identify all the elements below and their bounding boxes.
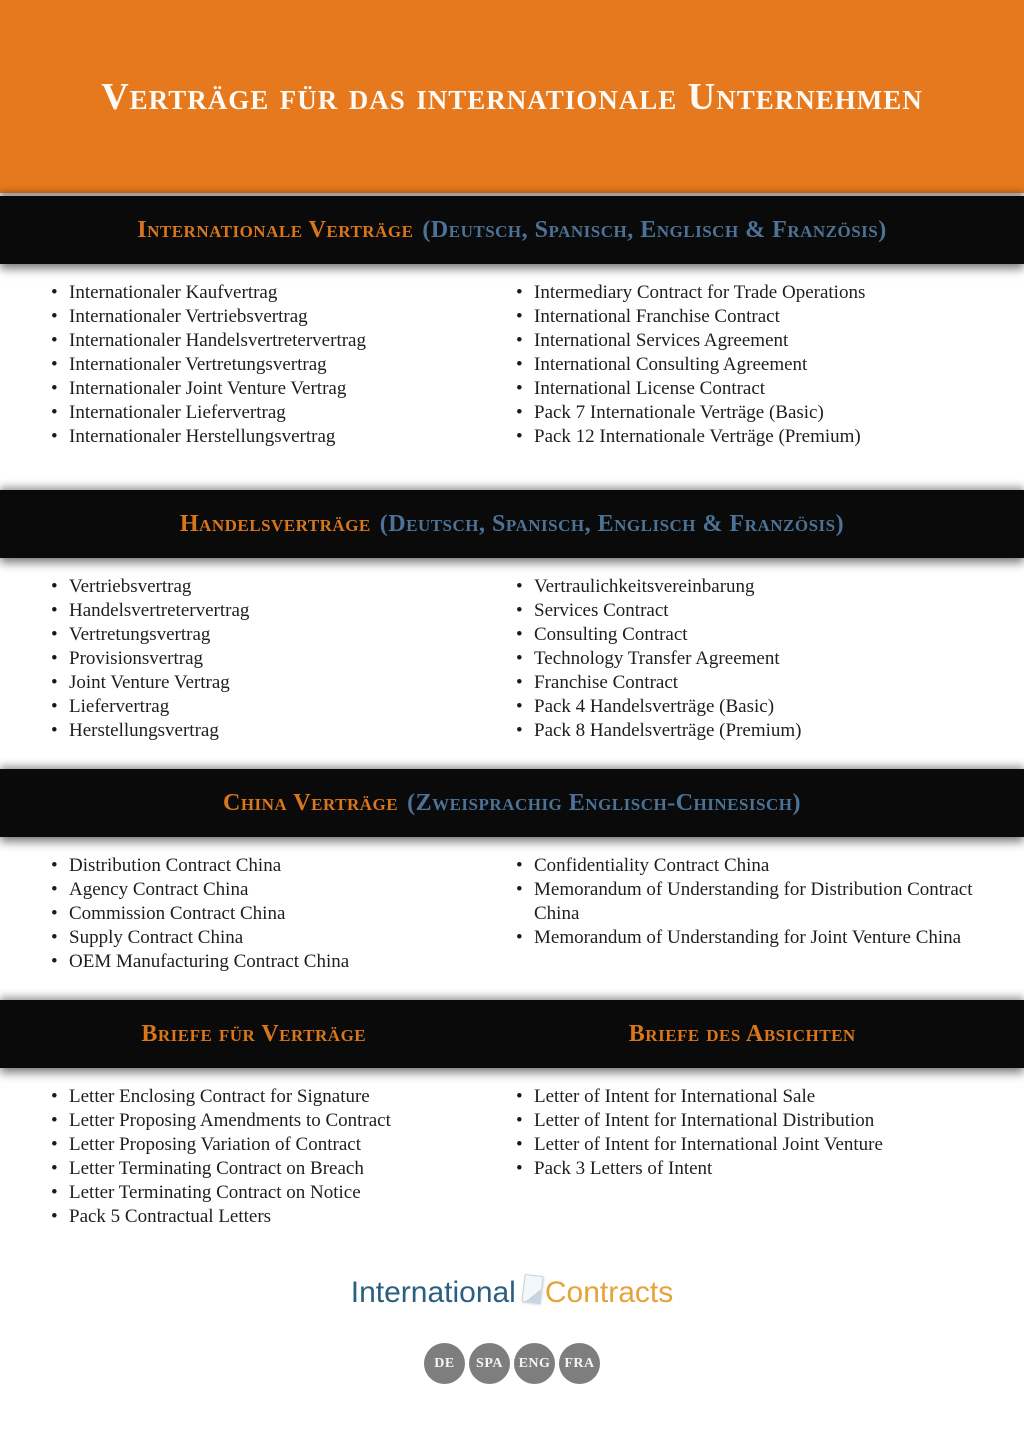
list-item: • Letter Terminating Contract on Breach: [50, 1157, 515, 1181]
list-item: • OEM Manufacturing Contract China: [50, 950, 515, 974]
list-item: • Pack 8 Handelsverträge (Premium): [515, 719, 996, 743]
list-item: • Vertretungsvertrag: [50, 623, 515, 647]
list-item: • Internationaler Vertriebsvertrag: [50, 305, 515, 329]
contract-list-columns: [0, 264, 1024, 449]
list-item: • Vertriebsvertrag: [50, 575, 515, 599]
contract-list-right: [515, 281, 996, 449]
section-handelsvertraege: [0, 490, 1024, 743]
list-item: • Letter of Intent for International Distribution: [515, 1109, 996, 1133]
contract-list-left: [50, 1085, 515, 1229]
list-item: • Intermediary Contract for Trade Operations: [515, 281, 996, 305]
list-item: • Services Contract: [515, 599, 996, 623]
list-item: • Pack 3 Letters of Intent: [515, 1157, 996, 1181]
heading-briefe-des-absichten: [489, 1021, 997, 1048]
list-item: • Pack 5 Contractual Letters: [50, 1205, 515, 1229]
section-heading-banner-double: [0, 1000, 1024, 1068]
section-heading: Briefe für Verträge: [141, 1020, 367, 1047]
header-banner: [0, 0, 1024, 193]
list-item: • Letter of Intent for International Sale: [515, 1085, 996, 1109]
section-heading: Internationale Verträge: [137, 216, 414, 243]
section-heading: China Verträge: [222, 789, 399, 816]
contract-list-left: [50, 575, 515, 743]
language-badge-eng[interactable]: ENG: [514, 1343, 555, 1384]
brand-word-international: International: [350, 1276, 516, 1309]
brand-word-contracts: Contracts: [544, 1276, 674, 1309]
list-item: • Confidentiality Contract China: [515, 854, 996, 878]
list-item: • International Services Agreement: [515, 329, 996, 353]
list-item: • Memorandum of Understanding for Joint Venture China: [515, 926, 996, 950]
list-item: • Supply Contract China: [50, 926, 515, 950]
contract-list-columns: [0, 837, 1024, 974]
section-heading: Briefe des Absichten: [628, 1020, 856, 1047]
section-china-vertraege: [0, 769, 1024, 974]
list-item: • Letter Proposing Amendments to Contract: [50, 1109, 515, 1133]
list-item: • Letter Terminating Contract on Notice: [50, 1181, 515, 1205]
heading-briefe-fuer-vertraege: [0, 1021, 508, 1048]
list-item: • Internationaler Vertretungsvertrag: [50, 353, 515, 377]
list-item: • Herstellungsvertrag: [50, 719, 515, 743]
list-item: • Internationaler Handelsvertretervertrag: [50, 329, 515, 353]
contract-list-left: [50, 281, 515, 449]
contract-list-left: [50, 854, 515, 974]
section-briefe: [0, 1000, 1024, 1229]
list-item: • Letter of Intent for International Joint Venture: [515, 1133, 996, 1157]
list-item: • Internationaler Joint Venture Vertrag: [50, 377, 515, 401]
list-item: • Letter Proposing Variation of Contract: [50, 1133, 515, 1157]
list-item: • Technology Transfer Agreement: [515, 647, 996, 671]
list-item: • Liefervertrag: [50, 695, 515, 719]
contract-list-right: [515, 854, 996, 974]
list-item: • Joint Venture Vertrag: [50, 671, 515, 695]
contract-list-right: [515, 1085, 996, 1229]
list-item: • International Consulting Agreement: [515, 353, 996, 377]
language-badges: [0, 1343, 1024, 1384]
list-item: • Distribution Contract China: [50, 854, 515, 878]
section-heading-banner: [0, 769, 1024, 837]
list-item: • Pack 4 Handelsverträge (Basic): [515, 695, 996, 719]
section-heading-banner: [0, 490, 1024, 558]
section-subheading: (Zweisprachig Englisch-Chinesisch): [407, 789, 801, 816]
section-subheading: (Deutsch, Spanisch, Englisch & Französis): [422, 216, 887, 243]
section-heading-banner: [0, 196, 1024, 264]
list-item: • Pack 7 Internationale Verträge (Basic): [515, 401, 996, 425]
list-item: • Internationaler Liefervertrag: [50, 401, 515, 425]
list-item: • Commission Contract China: [50, 902, 515, 926]
contract-list-columns: [0, 1068, 1024, 1229]
contract-list-right: [515, 575, 996, 743]
brand-logo: [0, 1275, 1024, 1311]
section-internationale-vertraege: [0, 196, 1024, 449]
list-item: • Pack 12 Internationale Verträge (Premium): [515, 425, 996, 449]
list-item: • Internationaler Kaufvertrag: [50, 281, 515, 305]
list-item: • International Franchise Contract: [515, 305, 996, 329]
document-icon: [521, 1274, 543, 1304]
list-item: • Agency Contract China: [50, 878, 515, 902]
list-item: • Consulting Contract: [515, 623, 996, 647]
list-item: • Provisionsvertrag: [50, 647, 515, 671]
language-badge-de[interactable]: DE: [424, 1343, 465, 1384]
language-badge-fra[interactable]: FRA: [559, 1343, 600, 1384]
page-title: Verträge für das internationale Unternehmen: [101, 75, 923, 118]
list-item: • Franchise Contract: [515, 671, 996, 695]
list-item: • International License Contract: [515, 377, 996, 401]
list-item: • Letter Enclosing Contract for Signature: [50, 1085, 515, 1109]
list-item: • Memorandum of Understanding for Distribution Contract China: [515, 878, 996, 926]
section-subheading: (Deutsch, Spanisch, Englisch & Französis): [379, 510, 845, 537]
section-heading: Handelsverträge: [179, 510, 371, 537]
contract-list-columns: [0, 558, 1024, 743]
list-item: • Handelsvertretervertrag: [50, 599, 515, 623]
list-item: • Vertraulichkeitsvereinbarung: [515, 575, 996, 599]
list-item: • Internationaler Herstellungsvertrag: [50, 425, 515, 449]
language-badge-spa[interactable]: SPA: [469, 1343, 510, 1384]
